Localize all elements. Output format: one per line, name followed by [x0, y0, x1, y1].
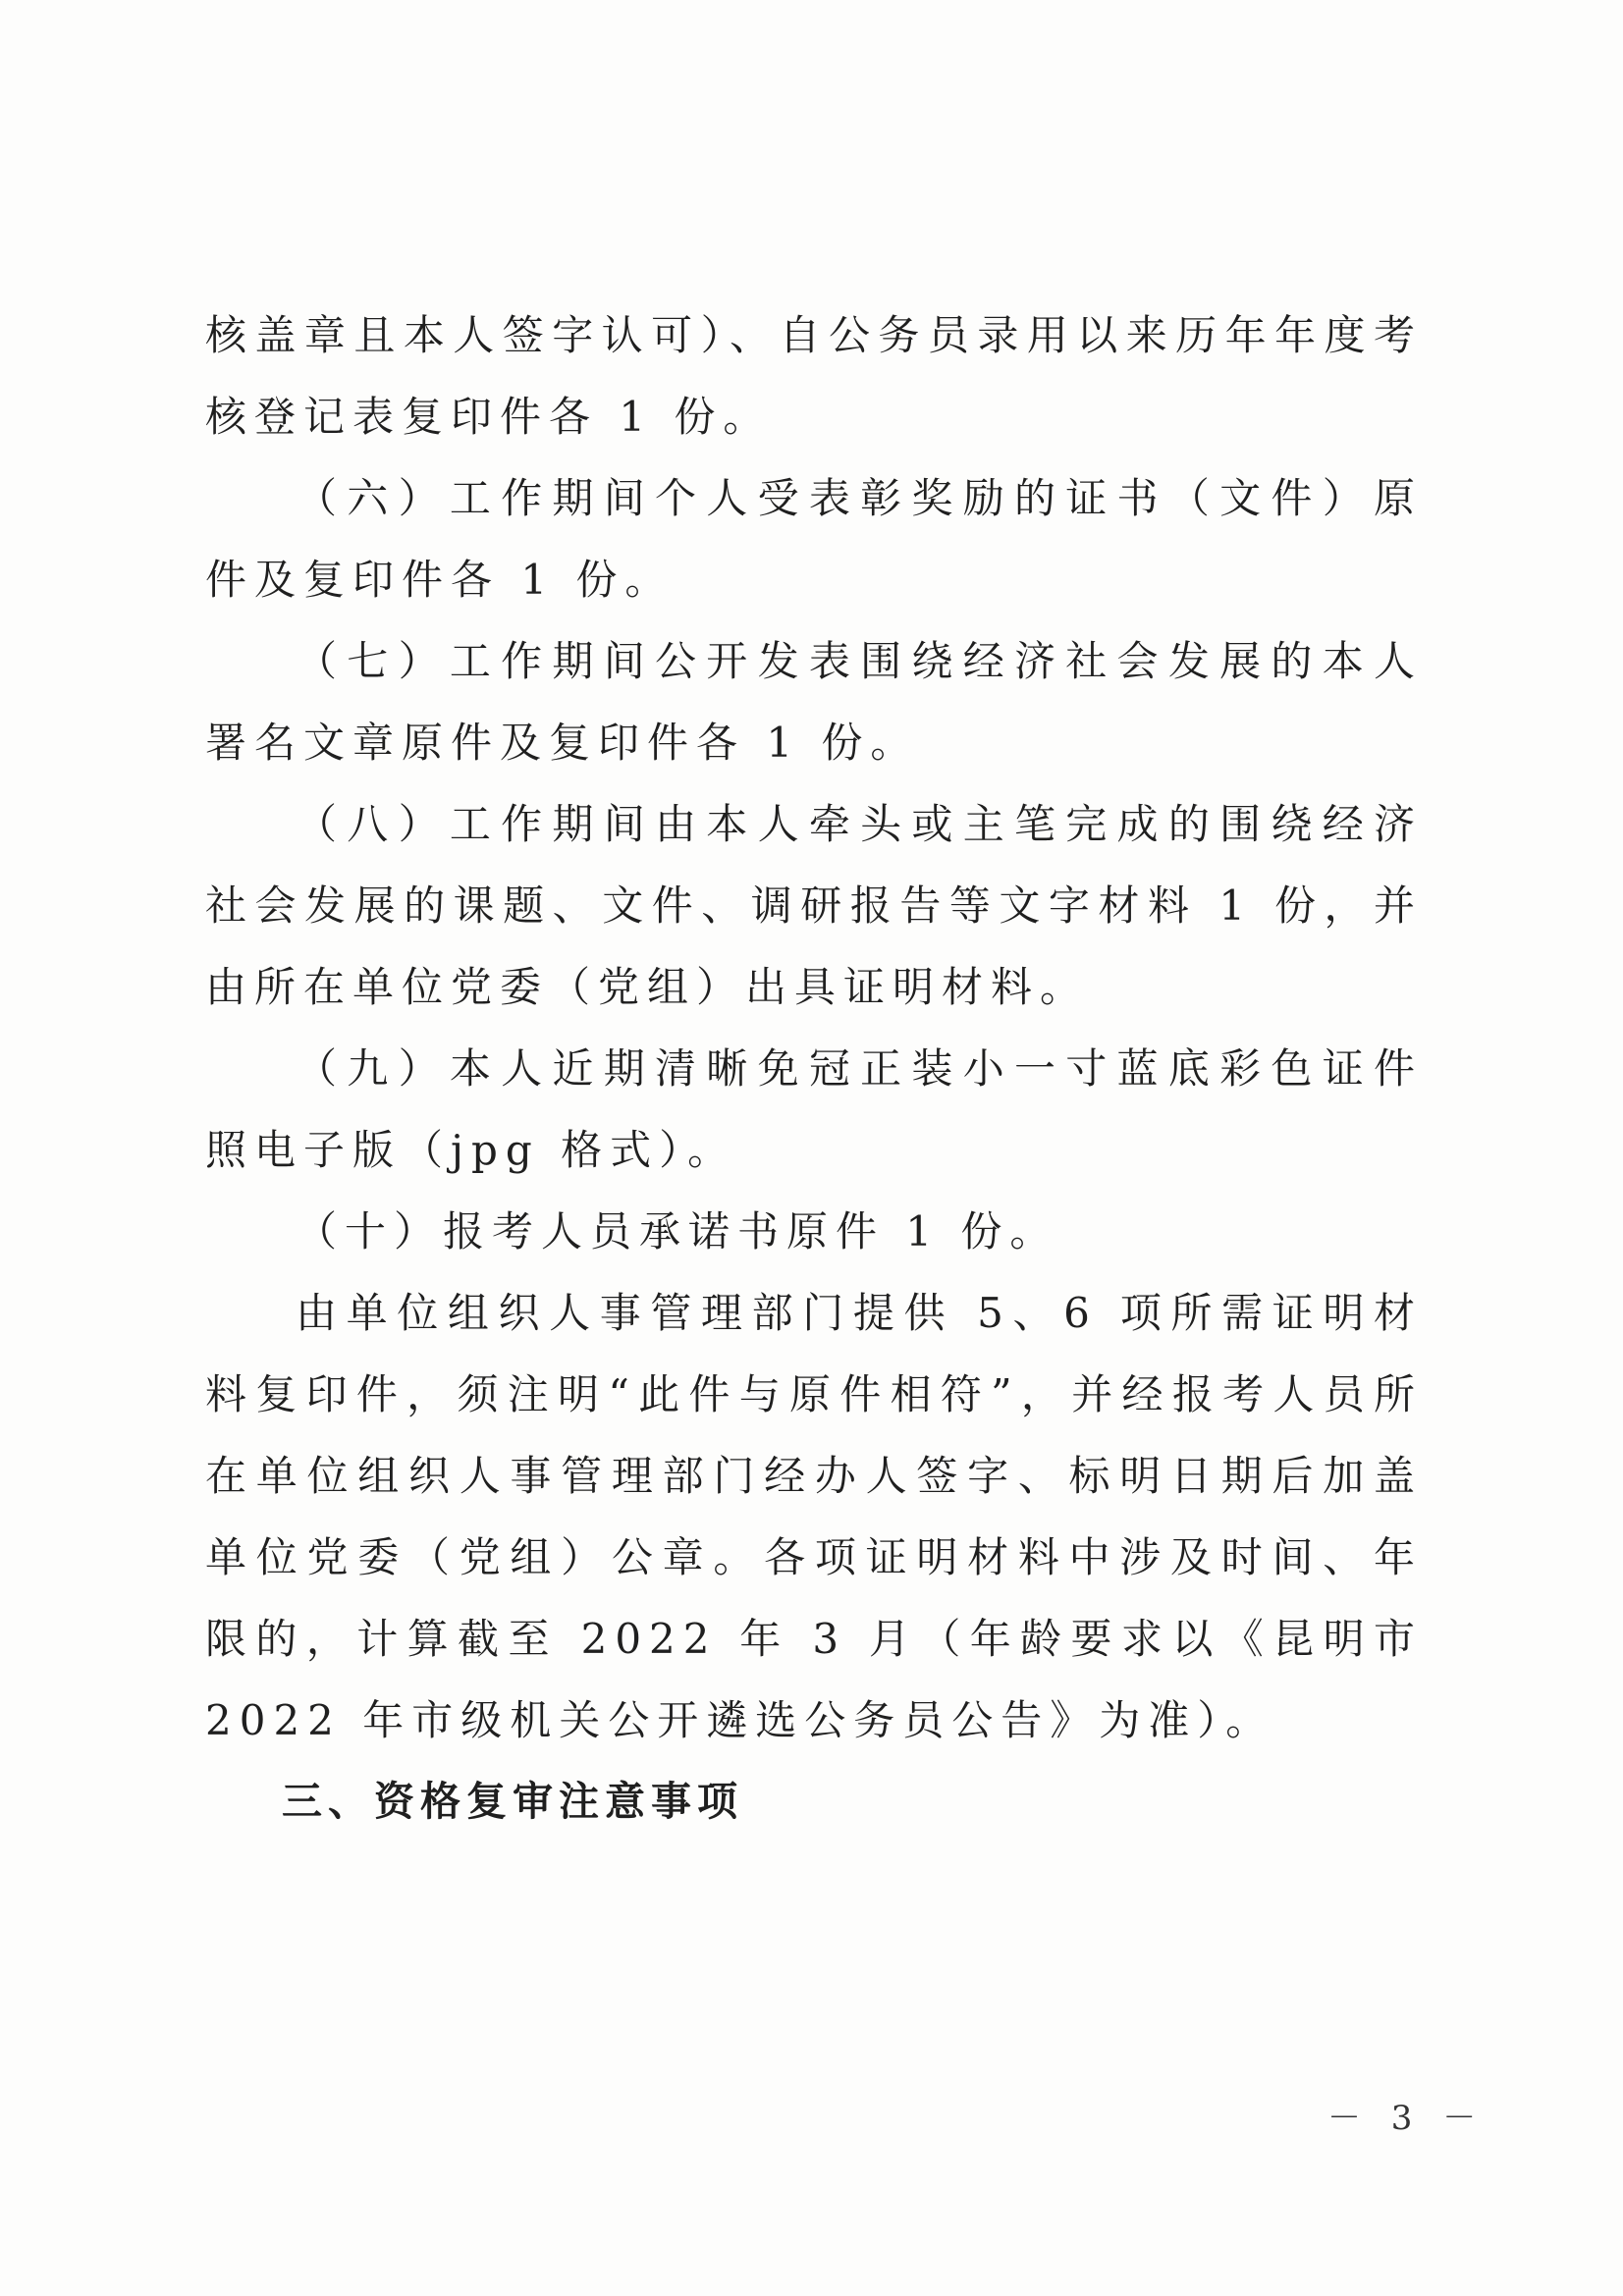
- paragraph-item-6: （六）工作期间个人受表彰奖励的证书（文件）原件及复印件各 1 份。: [205, 474, 1423, 604]
- paragraph-note: 由单位组织人事管理部门提供 5、6 项所需证明材料复印件，须注明“此件与原件相符”，并经报考人员所在单位组织人事管理部门经办人签字、标明日期后加盖单位党委（党组）公章。各项证明材料中涉及时间、年限的，计算截至 2022 年 3 月（年龄要求以《昆明市 2022 年市级机关公开遴选公务员公告》为准）。: [205, 1289, 1423, 1744]
- paragraph-item-10: （十）报考人员承诺书原件 1 份。: [296, 1207, 1059, 1255]
- paragraph-continuation: 核盖章且本人签字认可）、自公务员录用以来历年年度考核登记表复印件各 1 份。: [205, 311, 1423, 441]
- paragraph-item-7: （七）工作期间公开发表围绕经济社会发展的本人署名文章原件及复印件各 1 份。: [205, 637, 1423, 767]
- paragraph-item-8: （八）工作期间由本人牵头或主笔完成的围绕经济社会发展的课题、文件、调研报告等文字材料 1 份，并由所在单位党委（党组）出具证明材料。: [205, 800, 1423, 1011]
- document-body: [205, 294, 1423, 1842]
- section-heading: 三、资格复审注意事项: [282, 1778, 743, 1825]
- paragraph-item-9: （九）本人近期清晰免冠正装小一寸蓝底彩色证件照电子版（jpg 格式）。: [205, 1044, 1423, 1174]
- page-number: － 3 －: [1327, 2099, 1487, 2138]
